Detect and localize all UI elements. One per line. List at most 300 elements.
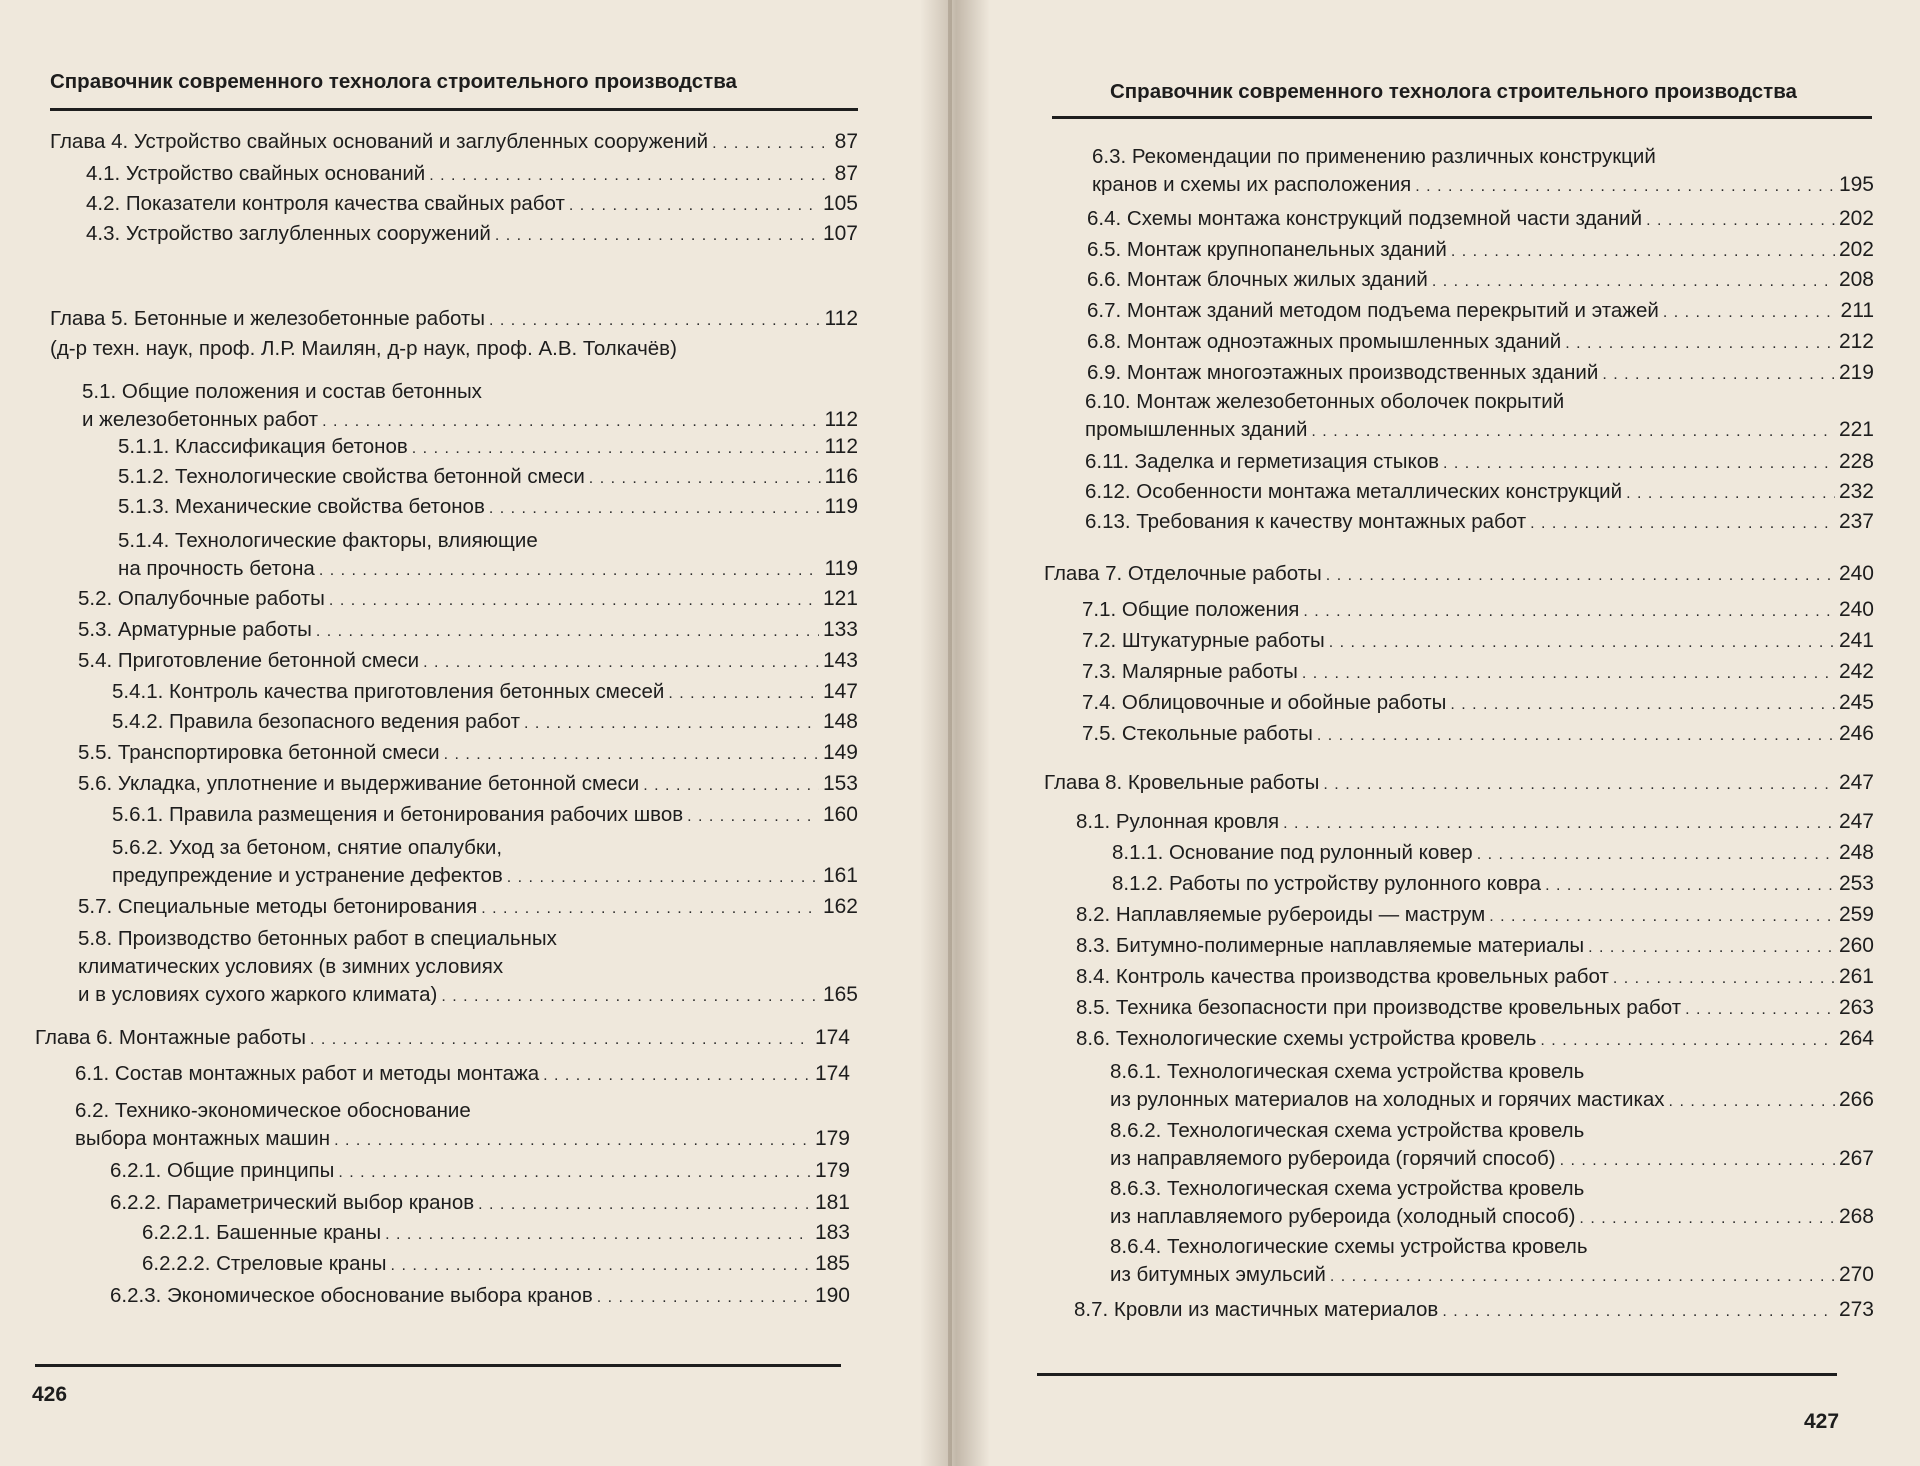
toc-entry-page: 253	[1838, 872, 1874, 895]
running-head-right: Справочник современного технолога строительного производства	[1110, 80, 1797, 103]
toc-entry-page: 268	[1838, 1205, 1874, 1228]
dot-leader	[1646, 207, 1835, 235]
toc-entry-line	[1087, 359, 1874, 389]
toc-entry-title: Глава 4. Устройство свайных оснований и заглубленных сооружений	[50, 130, 709, 153]
toc-entry-title: 6.12. Особенности монтажа металлических конструкций	[1085, 480, 1623, 503]
toc-entry	[118, 433, 858, 463]
footer-rule-left	[35, 1364, 841, 1367]
toc-entry-page: 160	[822, 803, 858, 826]
dot-leader	[597, 1284, 811, 1312]
dot-leader	[1560, 1147, 1835, 1175]
toc-entry-page: 153	[822, 772, 858, 795]
toc-entry-line	[1074, 1296, 1874, 1326]
dot-leader	[1443, 450, 1835, 478]
dot-leader	[334, 1127, 811, 1155]
right-page	[952, 0, 1920, 1466]
toc-entry-line	[50, 305, 858, 335]
dot-leader	[1663, 299, 1837, 327]
toc-entry-page: 105	[822, 192, 858, 215]
toc-entry	[118, 463, 858, 493]
toc-entry	[78, 585, 858, 615]
toc-entry-page: 161	[822, 864, 858, 887]
toc-entry-line	[82, 406, 858, 436]
toc-entry-line	[1082, 658, 1874, 688]
toc-entry	[110, 1189, 850, 1219]
toc-entry-page: 87	[834, 130, 858, 153]
toc-entry-title: 5.1.3. Механические свойства бетонов	[118, 495, 485, 518]
toc-entry-title: 5.7. Специальные методы бетонирования	[78, 895, 478, 918]
toc-entry	[75, 1060, 850, 1090]
toc-entry-page: 232	[1838, 480, 1874, 503]
toc-entry	[1076, 1025, 1874, 1055]
toc-entry-title: 7.3. Малярные работы	[1082, 660, 1298, 683]
dot-leader	[1329, 629, 1835, 657]
toc-entry-page: 183	[814, 1221, 850, 1244]
toc-entry	[1087, 266, 1874, 296]
toc-entry-line	[142, 1219, 850, 1249]
toc-entry-page: 240	[1838, 598, 1874, 621]
toc-entry-line	[1076, 932, 1874, 962]
toc-entry-line	[1085, 508, 1874, 538]
toc-entry-line	[1087, 266, 1874, 296]
toc-entry-page: 181	[814, 1191, 850, 1214]
toc-entry-line	[1112, 870, 1874, 900]
toc-entry	[78, 893, 858, 923]
toc-entry	[1076, 963, 1874, 993]
toc-entry-line	[1087, 328, 1874, 358]
dot-leader	[1323, 771, 1835, 799]
dot-leader	[524, 710, 819, 738]
dot-leader	[687, 803, 819, 831]
toc-entry-page: 245	[1838, 691, 1874, 714]
dot-leader	[489, 495, 821, 523]
dot-leader	[569, 192, 819, 220]
toc-entry	[50, 305, 858, 363]
toc-entry-page: 119	[824, 495, 858, 518]
toc-entry-title: 7.5. Стекольные работы	[1082, 722, 1313, 745]
toc-entry-page: 112	[824, 408, 858, 431]
toc-entry-line	[1076, 994, 1874, 1024]
dot-leader	[495, 222, 819, 250]
toc-entry-page: 107	[822, 222, 858, 245]
toc-entry-page: 263	[1838, 996, 1874, 1019]
toc-entry-title-line: 8.6.3. Технологическая схема устройства кровель	[1110, 1177, 1585, 1200]
dot-leader	[310, 1026, 811, 1054]
dot-leader	[1669, 1088, 1835, 1116]
page-number-left: 426	[32, 1383, 68, 1406]
toc-entry-title-line: 8.6.4. Технологические схемы устройства кровель	[1110, 1235, 1588, 1258]
toc-entry-page: 174	[814, 1026, 850, 1049]
toc-entry-page: 179	[814, 1127, 850, 1150]
toc-entry-line	[110, 1157, 850, 1187]
toc-entry	[1082, 658, 1874, 688]
dot-leader	[429, 162, 830, 190]
toc-entry-title: 6.2.1. Общие принципы	[110, 1159, 335, 1182]
toc-entry-line	[112, 678, 858, 708]
toc-entry-page: 247	[1838, 771, 1874, 794]
toc-entry-page: 270	[1838, 1263, 1874, 1286]
toc-entry-page: 242	[1838, 660, 1874, 683]
toc-entry-line	[78, 739, 858, 769]
toc-entry-page: 121	[822, 587, 858, 610]
footer-rule-right	[1037, 1373, 1837, 1376]
dot-leader	[507, 864, 819, 892]
toc-entry-page: 261	[1838, 965, 1874, 988]
toc-entry-page: 162	[822, 895, 858, 918]
toc-entry-page: 219	[1838, 361, 1874, 384]
toc-entry-title: 6.8. Монтаж одноэтажных промышленных зданий	[1087, 330, 1562, 353]
toc-entry-page: 133	[822, 618, 858, 641]
toc-entry-line	[35, 1024, 850, 1054]
toc-entry	[78, 770, 858, 800]
dot-leader	[1545, 872, 1835, 900]
toc-entry	[78, 616, 858, 646]
toc-entry-line	[50, 128, 858, 158]
toc-entry-line	[78, 981, 858, 1011]
toc-entry	[112, 678, 858, 708]
toc-entry-line	[78, 893, 858, 923]
dot-leader	[1311, 418, 1835, 446]
toc-entry-page: 143	[822, 649, 858, 672]
toc-entry	[112, 708, 858, 738]
toc-entry-title: 6.13. Требования к качеству монтажных работ	[1085, 510, 1527, 533]
toc-entry-title: 6.2.2. Параметрический выбор кранов	[110, 1191, 475, 1214]
toc-entry-title: 8.1.2. Работы по устройству рулонного ковра	[1112, 872, 1542, 895]
toc-entry-title: 6.6. Монтаж блочных жилых зданий	[1087, 268, 1428, 291]
toc-entry-page: 190	[814, 1284, 850, 1307]
toc-entry-title: 6.11. Заделка и герметизация стыков	[1085, 450, 1439, 473]
toc-entry-title-line: 5.8. Производство бетонных работ в специальных	[78, 927, 557, 950]
dot-leader	[668, 680, 819, 708]
toc-entry-line	[118, 463, 858, 493]
toc-entry-page: 247	[1838, 810, 1874, 833]
toc-entry-line	[1085, 448, 1874, 478]
dot-leader	[1613, 965, 1835, 993]
toc-entry-line	[1076, 808, 1874, 838]
toc-entry	[1110, 1117, 1874, 1175]
toc-entry	[142, 1250, 850, 1280]
toc-entry-title: 7.2. Штукатурные работы	[1082, 629, 1325, 652]
toc-entry-line	[110, 1282, 850, 1312]
toc-entry	[78, 925, 858, 1011]
toc-entry-title: из наплавляемого рубероида (холодный способ)	[1110, 1205, 1576, 1228]
toc-entry	[1087, 359, 1874, 389]
page-number-right: 427	[1804, 1410, 1840, 1433]
dot-leader	[1565, 330, 1835, 358]
toc-entry-title: 4.3. Устройство заглубленных сооружений	[86, 222, 491, 245]
toc-entry-page: 259	[1838, 903, 1874, 926]
toc-entry-line	[1110, 1203, 1874, 1233]
dot-leader	[1489, 903, 1835, 931]
toc-entry-page: 237	[1838, 510, 1874, 533]
toc-entry-line	[1112, 839, 1874, 869]
toc-entry-title: из направляемого рубероида (горячий способ)	[1110, 1147, 1556, 1170]
toc-entry-page: 266	[1838, 1088, 1874, 1111]
toc-entry-page: 202	[1838, 238, 1874, 261]
left-page	[0, 0, 948, 1466]
dot-leader	[478, 1191, 811, 1219]
toc-entry	[1112, 839, 1874, 869]
toc-entry-page: 260	[1838, 934, 1874, 957]
toc-entry-title-line: климатических условиях (в зимних условиях	[78, 955, 504, 978]
toc-entry-title: выбора монтажных машин	[75, 1127, 331, 1150]
dot-leader	[1330, 1263, 1835, 1291]
toc-entry-title: 7.1. Общие положения	[1082, 598, 1300, 621]
toc-entry	[1092, 143, 1874, 201]
toc-entry	[1082, 627, 1874, 657]
toc-entry-title: 6.7. Монтаж зданий методом подъема перекрытий и этажей	[1087, 299, 1659, 322]
toc-entry-page: 208	[1838, 268, 1874, 291]
toc-entry-title: 8.1.1. Основание под рулонный ковер	[1112, 841, 1473, 864]
toc-entry-line	[75, 1060, 850, 1090]
dot-leader	[1530, 510, 1835, 538]
toc-entry-line	[1085, 416, 1874, 446]
toc-entry-line	[110, 1189, 850, 1219]
toc-entry	[50, 128, 858, 158]
toc-entry-line	[86, 190, 858, 220]
toc-entry-title: 5.1.1. Классификация бетонов	[118, 435, 408, 458]
toc-entry-title: 5.6. Укладка, уплотнение и выдерживание бетонной смеси	[78, 772, 640, 795]
toc-entry-title: 7.4. Облицовочные и обойные работы	[1082, 691, 1447, 714]
toc-entry-title: 5.4.2. Правила безопасного ведения работ	[112, 710, 520, 733]
toc-entry-title: 5.6.1. Правила размещения и бетонирования рабочих швов	[112, 803, 684, 826]
toc-entry-line	[1044, 769, 1874, 799]
toc-entry	[112, 834, 858, 892]
dot-leader	[643, 772, 819, 800]
toc-entry	[1085, 388, 1874, 446]
toc-entry-line	[142, 1250, 850, 1280]
toc-entry-title: Глава 5. Бетонные и железобетонные работы	[50, 307, 486, 330]
dot-leader	[712, 130, 831, 158]
toc-entry-title: и в условиях сухого жаркого климата)	[78, 983, 438, 1006]
toc-entry-page: 228	[1838, 450, 1874, 473]
toc-entry-line	[1082, 720, 1874, 750]
toc-entry-line	[86, 220, 858, 250]
dot-leader	[322, 408, 820, 436]
toc-entry-title: 6.4. Схемы монтажа конструкций подземной части зданий	[1087, 207, 1643, 230]
toc-entry	[1087, 297, 1874, 327]
toc-entry-line	[1085, 478, 1874, 508]
toc-entry	[1085, 508, 1874, 538]
toc-entry-title: 6.2.2.2. Стреловые краны	[142, 1252, 387, 1275]
toc-entry-page: 221	[1838, 418, 1874, 441]
dot-leader	[316, 618, 819, 646]
toc-entry-page: 273	[1838, 1298, 1874, 1321]
dot-leader	[1626, 480, 1835, 508]
dot-leader	[1685, 996, 1835, 1024]
dot-leader	[1451, 238, 1835, 266]
toc-entry-title: на прочность бетона	[118, 557, 315, 580]
toc-entry-title-line: 6.2. Технико-экономическое обоснование	[75, 1099, 471, 1122]
toc-entry	[1076, 994, 1874, 1024]
toc-entry-title: 8.3. Битумно-полимерные наплавляемые материалы	[1076, 934, 1585, 957]
toc-entry-line	[1076, 901, 1874, 931]
toc-entry	[1110, 1058, 1874, 1116]
toc-entry-page: 264	[1838, 1027, 1874, 1050]
toc-entry-line	[1082, 596, 1874, 626]
dot-leader	[412, 435, 821, 463]
toc-entry-line	[1092, 171, 1874, 201]
toc-entry-title: 5.5. Транспортировка бетонной смеси	[78, 741, 440, 764]
toc-entry-title: и железобетонных работ	[82, 408, 319, 431]
toc-entry-line	[118, 555, 858, 585]
dot-leader	[1477, 841, 1835, 869]
toc-entry	[1076, 808, 1874, 838]
toc-entry	[1087, 205, 1874, 235]
toc-entry	[142, 1219, 850, 1249]
dot-leader	[589, 465, 821, 493]
toc-entry-title: 5.2. Опалубочные работы	[78, 587, 325, 610]
toc-entry-title: 8.4. Контроль качества производства кровельных работ	[1076, 965, 1609, 988]
toc-entry-line	[1110, 1145, 1874, 1175]
dot-leader	[1415, 173, 1835, 201]
dot-leader	[1442, 1298, 1835, 1326]
dot-leader	[329, 587, 819, 615]
header-rule-left	[50, 108, 858, 111]
toc-entry-title: 6.5. Монтаж крупнопанельных зданий	[1087, 238, 1447, 261]
toc-entry-line	[78, 647, 858, 677]
toc-entry-page: 87	[834, 162, 858, 185]
toc-entry-line	[1076, 963, 1874, 993]
toc-entry-title: 5.3. Арматурные работы	[78, 618, 312, 641]
toc-entry-line	[1087, 297, 1874, 327]
toc-entry-line	[78, 585, 858, 615]
toc-entry-title: 4.1. Устройство свайных оснований	[86, 162, 426, 185]
toc-entry	[110, 1157, 850, 1187]
toc-entry	[1076, 932, 1874, 962]
dot-leader	[423, 649, 819, 677]
toc-entry-page: 240	[1838, 562, 1874, 585]
toc-entry	[75, 1097, 850, 1155]
toc-entry	[86, 160, 858, 190]
toc-entry-line	[1087, 205, 1874, 235]
toc-entry	[1110, 1233, 1874, 1291]
toc-entry-line	[1110, 1261, 1874, 1291]
toc-entry	[86, 220, 858, 250]
toc-entry	[1082, 689, 1874, 719]
toc-entry	[1087, 328, 1874, 358]
toc-entry-line	[78, 770, 858, 800]
toc-entry-title: 6.9. Монтаж многоэтажных производственных зданий	[1087, 361, 1599, 384]
toc-entry-title-line: 8.6.2. Технологическая схема устройства кровель	[1110, 1119, 1585, 1142]
toc-entry-title: 8.7. Кровли из мастичных материалов	[1074, 1298, 1439, 1321]
toc-entry	[1074, 1296, 1874, 1326]
toc-entry-line	[1082, 689, 1874, 719]
toc-entry	[1085, 448, 1874, 478]
dot-leader	[1540, 1027, 1835, 1055]
toc-entry	[1082, 596, 1874, 626]
toc-entry-line	[1110, 1086, 1874, 1116]
toc-entry	[1044, 769, 1874, 799]
toc-entry-page: 119	[824, 557, 858, 580]
toc-entry-authors: (д-р техн. наук, проф. Л.Р. Маилян, д-р наук, проф. А.В. Толкачёв)	[50, 337, 677, 360]
toc-entry-title-line: 5.6.2. Уход за бетоном, снятие опалубки,	[112, 836, 503, 859]
header-rule-right	[1052, 116, 1872, 119]
toc-entry-line	[112, 862, 858, 892]
dot-leader	[1302, 660, 1835, 688]
dot-leader	[1283, 810, 1835, 838]
toc-entry-title: 8.2. Наплавляемые рубероиды — маструм	[1076, 903, 1486, 926]
toc-entry-line	[75, 1125, 850, 1155]
toc-entry-page: 174	[814, 1062, 850, 1085]
toc-entry-title: 5.4.1. Контроль качества приготовления бетонных смесей	[112, 680, 665, 703]
toc-entry-page: 211	[1840, 299, 1874, 322]
toc-entry-title: Глава 6. Монтажные работы	[35, 1026, 306, 1049]
toc-entry-title: 5.4. Приготовление бетонной смеси	[78, 649, 420, 672]
toc-entry-title: 6.1. Состав монтажных работ и методы монтажа	[75, 1062, 540, 1085]
toc-entry-title: Глава 8. Кровельные работы	[1044, 771, 1320, 794]
dot-leader	[1432, 268, 1835, 296]
toc-entry-line	[1044, 560, 1874, 590]
toc-entry-title: предупреждение и устранение дефектов	[112, 864, 503, 887]
toc-entry-page: 267	[1838, 1147, 1874, 1170]
toc-entry-title-line: 8.6.1. Технологическая схема устройства кровель	[1110, 1060, 1585, 1083]
toc-entry-title-line: 6.3. Рекомендации по применению различных конструкций	[1092, 145, 1656, 168]
toc-entry-line	[86, 160, 858, 190]
toc-entry-line	[118, 433, 858, 463]
toc-entry-title: 8.6. Технологические схемы устройства кровель	[1076, 1027, 1537, 1050]
toc-entry-page: 195	[1838, 173, 1874, 196]
toc-entry-page: 179	[814, 1159, 850, 1182]
toc-entry-page: 148	[822, 710, 858, 733]
toc-entry-line	[118, 493, 858, 523]
dot-leader	[385, 1221, 811, 1249]
toc-entry	[1076, 901, 1874, 931]
toc-entry	[78, 739, 858, 769]
toc-entry-line	[1076, 1025, 1874, 1055]
toc-entry	[118, 527, 858, 585]
toc-entry-page: 248	[1838, 841, 1874, 864]
toc-entry-page: 149	[822, 741, 858, 764]
dot-leader	[1588, 934, 1835, 962]
toc-entry-line	[1082, 627, 1874, 657]
toc-entry-title: из битумных эмульсий	[1110, 1263, 1326, 1286]
toc-entry-title: 4.2. Показатели контроля качества свайных работ	[86, 192, 565, 215]
toc-entry	[1110, 1175, 1874, 1233]
toc-entry-page: 147	[822, 680, 858, 703]
toc-entry	[1085, 478, 1874, 508]
toc-entry	[86, 190, 858, 220]
toc-entry-title: 5.1.2. Технологические свойства бетонной смеси	[118, 465, 585, 488]
toc-entry-title: из рулонных материалов на холодных и горячих мастиках	[1110, 1088, 1665, 1111]
toc-entry-page: 112	[824, 307, 858, 330]
toc-entry-title: 8.1. Рулонная кровля	[1076, 810, 1280, 833]
toc-entry-page: 116	[824, 465, 858, 488]
dot-leader	[1317, 722, 1835, 750]
dot-leader	[391, 1252, 811, 1280]
toc-entry	[118, 493, 858, 523]
toc-entry	[110, 1282, 850, 1312]
toc-entry	[35, 1024, 850, 1054]
toc-entry	[1044, 560, 1874, 590]
toc-entry	[1112, 870, 1874, 900]
toc-entry-line	[78, 616, 858, 646]
toc-entry-page: 165	[822, 983, 858, 1006]
toc-entry	[1082, 720, 1874, 750]
toc-entry-page: 202	[1838, 207, 1874, 230]
dot-leader	[444, 741, 819, 769]
toc-entry-line	[112, 801, 858, 831]
dot-leader	[543, 1062, 811, 1090]
dot-leader	[489, 307, 821, 335]
toc-entry-page: 212	[1838, 330, 1874, 353]
toc-entry-title: промышленных зданий	[1085, 418, 1308, 441]
running-head-left: Справочник современного технолога строительного производства	[50, 70, 737, 93]
toc-entry-page: 112	[824, 435, 858, 458]
dot-leader	[1450, 691, 1835, 719]
toc-entry	[1087, 236, 1874, 266]
toc-entry-title-line: 6.10. Монтаж железобетонных оболочек покрытий	[1085, 390, 1565, 413]
